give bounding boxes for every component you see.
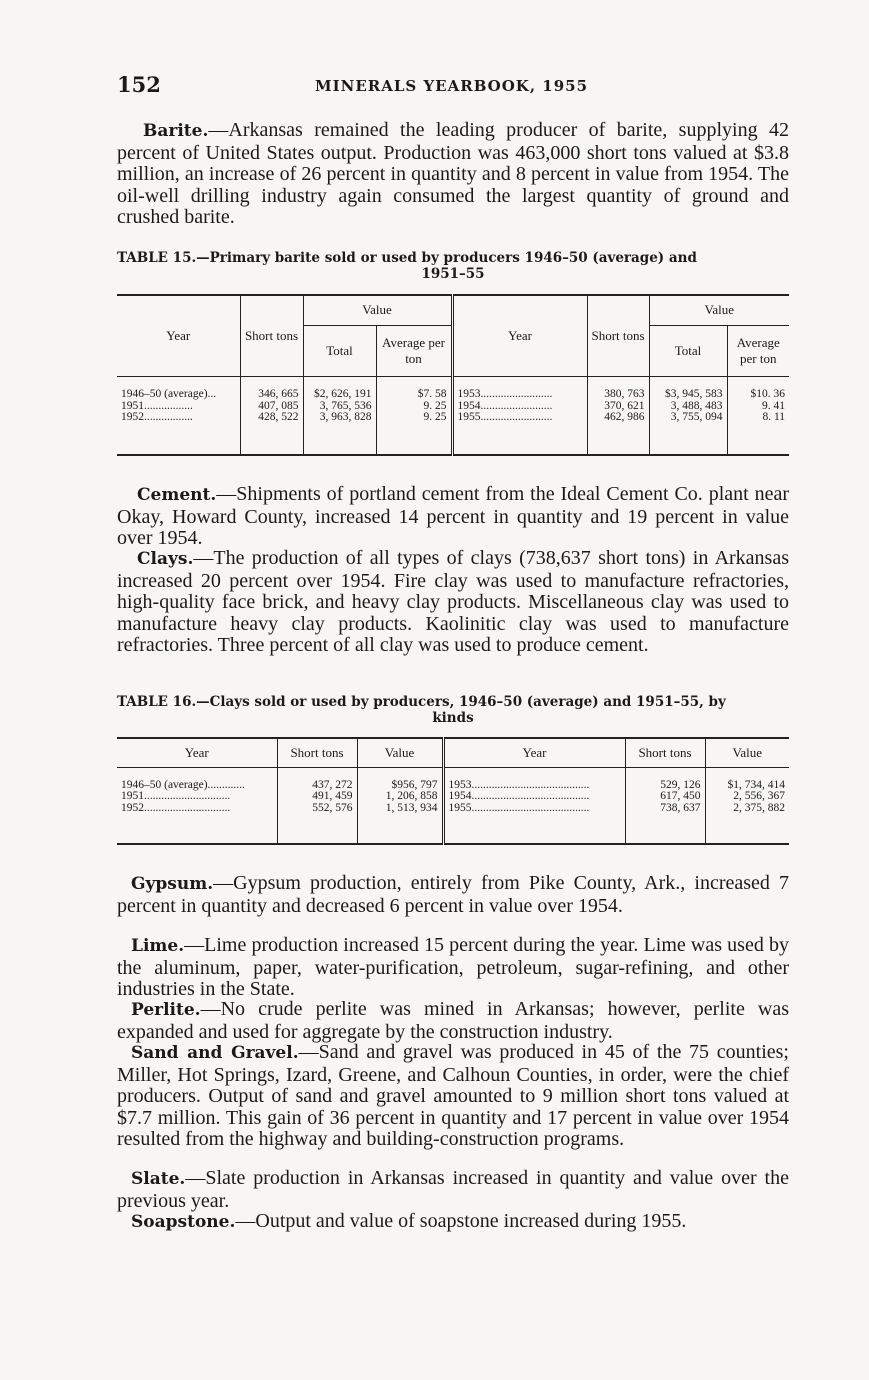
lime-lead: Lime. bbox=[131, 936, 185, 956]
table-cell: 3, 963, 828 bbox=[319, 411, 372, 424]
table-cell: 1955......................................... bbox=[448, 801, 590, 814]
barite-lead: Barite. bbox=[143, 121, 209, 141]
gypsum-paragraph bbox=[117, 873, 789, 917]
lime-paragraph bbox=[117, 935, 789, 1001]
sand-gravel-lead: Sand and Gravel. bbox=[131, 1043, 299, 1063]
table-cell: 1954......................... bbox=[457, 399, 553, 412]
table-cell: $7. 58 bbox=[417, 388, 447, 401]
slate-lead: Slate. bbox=[131, 1169, 186, 1189]
t15-header-year-right: Year bbox=[452, 295, 587, 377]
barite-paragraph bbox=[117, 120, 789, 229]
perlite-text: —No crude perlite was mined in Arkansas; however, perlite was expanded and used for aggregate by the construction industry. bbox=[117, 998, 789, 1043]
table16-caption-line2: kinds bbox=[432, 710, 474, 726]
cement-lead: Cement. bbox=[137, 485, 217, 505]
table-cell: $3, 945, 583 bbox=[665, 388, 723, 401]
table-cell: 1946–50 (average)... bbox=[121, 388, 217, 401]
table-cell: 9. 25 bbox=[423, 411, 447, 424]
table16-caption-line1: TABLE 16.—Clays sold or used by producers, 1946–50 (average) and 1951–55, by bbox=[117, 694, 726, 710]
t15-average-right bbox=[727, 377, 789, 455]
table-cell: 407, 085 bbox=[258, 399, 299, 412]
page-header bbox=[117, 72, 797, 102]
t16-value-left bbox=[357, 767, 443, 844]
t16-short-tons-left bbox=[277, 767, 357, 844]
t15-average-left bbox=[376, 377, 452, 455]
table-cell: $956, 797 bbox=[391, 778, 438, 791]
running-title: MINERALS YEARBOOK, 1955 bbox=[315, 77, 589, 95]
t15-years-left bbox=[117, 377, 240, 455]
t16-header-short-tons-left: Short tons bbox=[277, 738, 357, 767]
t15-header-average-left: Average per ton bbox=[376, 325, 452, 377]
table15-caption-line2: 1951–55 bbox=[421, 266, 485, 282]
soapstone-lead: Soapstone. bbox=[131, 1212, 236, 1232]
t15-total-right bbox=[649, 377, 727, 455]
table-cell: 1, 206, 858 bbox=[385, 790, 438, 803]
clays-paragraph bbox=[117, 548, 789, 657]
t15-header-short-tons-left: Short tons bbox=[240, 295, 303, 377]
table16-caption bbox=[117, 694, 789, 726]
soapstone-text: —Output and value of soapstone increased during 1955. bbox=[235, 1210, 687, 1232]
table-cell: $1, 734, 414 bbox=[727, 778, 785, 791]
table-cell: 529, 126 bbox=[660, 778, 701, 791]
t16-header-value-right: Value bbox=[705, 738, 789, 767]
t15-header-year-left: Year bbox=[117, 295, 240, 377]
table-cell: $2, 626, 191 bbox=[314, 388, 372, 401]
table15-caption-line1: TABLE 15.—Primary barite sold or used by producers 1946–50 (average) and bbox=[117, 250, 697, 266]
table-cell: 2, 556, 367 bbox=[733, 790, 785, 803]
t16-short-tons-right bbox=[625, 767, 705, 844]
table-cell: 9. 41 bbox=[762, 399, 786, 412]
table-cell: 1951.............................. bbox=[121, 790, 231, 803]
table-cell: 2, 375, 882 bbox=[733, 801, 785, 814]
t15-header-value-left: Value bbox=[303, 295, 452, 325]
table-cell: 491, 459 bbox=[312, 790, 353, 803]
table-cell: 428, 522 bbox=[258, 411, 299, 424]
slate-text: —Slate production in Arkansas increased in quantity and value over the previous year. bbox=[117, 1167, 789, 1212]
table-cell: 1946–50 (average)............. bbox=[121, 778, 245, 791]
table-cell: 8. 11 bbox=[762, 411, 786, 424]
table-cell: 3, 765, 536 bbox=[319, 399, 372, 412]
table-cell: 1, 513, 934 bbox=[385, 801, 438, 814]
table-cell: 346, 665 bbox=[258, 388, 299, 401]
t16-years-right bbox=[443, 767, 625, 844]
table-cell: 552, 576 bbox=[312, 801, 353, 814]
t16-header-value-left: Value bbox=[357, 738, 443, 767]
page-number: 152 bbox=[117, 72, 161, 97]
t16-years-left bbox=[117, 767, 277, 844]
table-cell: 1952.............................. bbox=[121, 801, 231, 814]
table-cell: 462, 986 bbox=[604, 411, 645, 424]
perlite-paragraph bbox=[117, 999, 789, 1043]
gypsum-text: —Gypsum production, entirely from Pike County, Ark., increased 7 percent in quantity and decreased 6 percent in value over 1954. bbox=[117, 872, 789, 917]
table-cell: 738, 637 bbox=[660, 801, 701, 814]
table-cell: 1955......................... bbox=[457, 411, 553, 424]
sand-gravel-text: —Sand and gravel was produced in 45 of the 75 counties; Miller, Hot Springs, Izard, Greene, and Calhoun Counties, in order, were the chief producers. Output of sand and gravel amounted to 9 million short tons valued at $7.7 million. This gain of 36 percent in quantity and 17 percent in value over 1954 resulted from the highway and building-construction programs. bbox=[117, 1041, 789, 1150]
gypsum-lead: Gypsum. bbox=[131, 874, 214, 894]
t15-short-tons-left bbox=[240, 377, 303, 455]
t16-header-year-left: Year bbox=[117, 738, 277, 767]
table-cell: 437, 272 bbox=[312, 778, 353, 791]
t15-total-left bbox=[303, 377, 376, 455]
clays-lead: Clays. bbox=[137, 549, 194, 569]
t16-value-right bbox=[705, 767, 789, 844]
cement-paragraph bbox=[117, 484, 789, 550]
table15 bbox=[117, 294, 789, 456]
table-cell: $10. 36 bbox=[750, 388, 786, 401]
table-cell: 3, 755, 094 bbox=[670, 411, 723, 424]
table-cell: 1952................. bbox=[121, 411, 193, 424]
table-cell: 9. 25 bbox=[423, 399, 447, 412]
slate-paragraph bbox=[117, 1168, 789, 1212]
t15-short-tons-right bbox=[587, 377, 649, 455]
t15-header-total-right: Total bbox=[649, 325, 727, 377]
t15-years-right bbox=[452, 377, 587, 455]
table-cell: 3, 488, 483 bbox=[670, 399, 723, 412]
t16-header-short-tons-right: Short tons bbox=[625, 738, 705, 767]
clays-text: —The production of all types of clays (738,637 short tons) in Arkansas increased 20 percent over 1954. Fire clay was used to manufacture refractories, high-quality face brick, and heavy clay products. Miscellaneous clay was used to manufacture heavy clay products. Kaolinitic clay was used to manufacture refractories. Three percent of all clay was used to produce cement. bbox=[117, 547, 789, 656]
sand-gravel-paragraph bbox=[117, 1042, 789, 1151]
table-cell: 1954......................................... bbox=[448, 790, 590, 803]
perlite-lead: Perlite. bbox=[131, 1000, 201, 1020]
table-cell: 1953......................................... bbox=[448, 778, 590, 791]
table-cell: 1953......................... bbox=[457, 388, 553, 401]
soapstone-paragraph bbox=[117, 1211, 789, 1234]
table-cell: 1951................. bbox=[121, 399, 193, 412]
t15-header-short-tons-right: Short tons bbox=[587, 295, 649, 377]
t15-header-total-left: Total bbox=[303, 325, 376, 377]
table-cell: 380, 763 bbox=[604, 388, 645, 401]
t15-header-average-right: Average per ton bbox=[727, 325, 789, 377]
table-cell: 617, 450 bbox=[660, 790, 701, 803]
table-cell: 370, 621 bbox=[604, 399, 645, 412]
cement-text: —Shipments of portland cement from the Ideal Cement Co. plant near Okay, Howard County, increased 14 percent in quantity and 19 percent in value over 1954. bbox=[117, 483, 789, 549]
table16 bbox=[117, 737, 789, 845]
lime-text: —Lime production increased 15 percent during the year. Lime was used by the aluminum, paper, water-purification, petroleum, sugar-refining, and other industries in the State. bbox=[117, 934, 789, 1000]
t16-header-year-right: Year bbox=[443, 738, 625, 767]
table15-caption bbox=[117, 250, 789, 282]
barite-text: —Arkansas remained the leading producer of barite, supplying 42 percent of United States output. Production was 463,000 short tons valued at $3.8 million, an increase of 26 percent in quantity and 8 percent in value from 1954. The oil-well drilling industry again consumed the largest quantity of ground and crushed barite. bbox=[117, 119, 789, 228]
t15-header-value-right: Value bbox=[649, 295, 789, 325]
